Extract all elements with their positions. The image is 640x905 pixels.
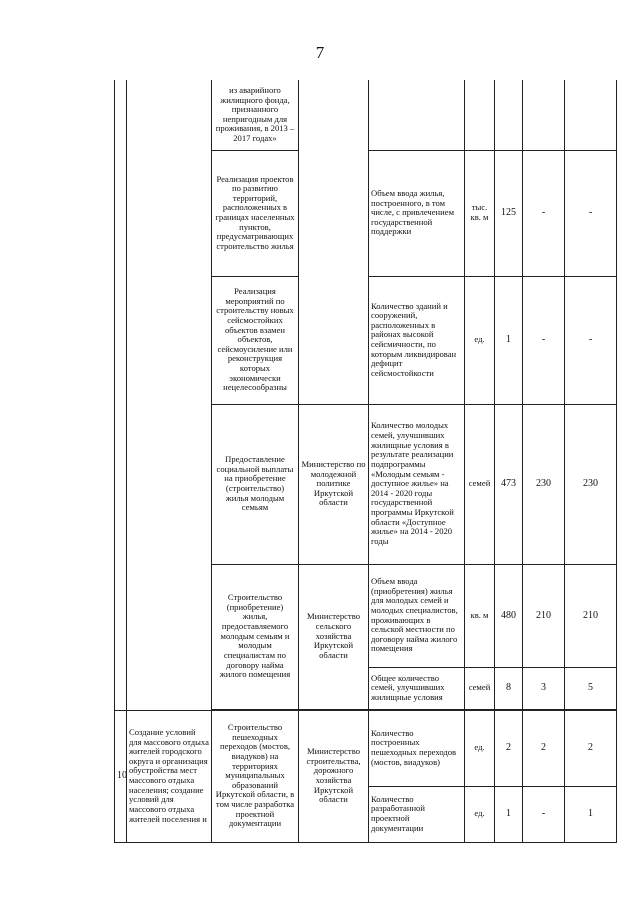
unit-cell: ед.	[465, 276, 495, 404]
measure-cell: Реализация мероприятий по строительству новых сейсмостойких объектов взамен объектов, сейсмоусиление или реконструкция которых экономически нецелесообразны	[212, 276, 299, 404]
indicator-cell: Количество молодых семей, улучшивших жилищные условия в результате реализации подпрограммы «Молодым семьям - доступное жилье» на 2014 - 2020 годы государственной программы Иркутской области «Доступное жилье» на 2014 - 2020 годы	[369, 404, 465, 564]
executor-cell: Министерство сельского хозяйства Иркутской области	[299, 564, 369, 709]
value-cell: 2	[495, 710, 523, 786]
measure-cell: Строительство пешеходных переходов (мостов, виадуков) на территориях муниципальных образований Иркутской области, в том числе разработка проектной документации	[212, 710, 299, 842]
value-cell: 125	[495, 150, 523, 276]
value-cell: 1	[565, 786, 617, 842]
unit-cell: ед.	[465, 710, 495, 786]
table-row	[115, 80, 617, 150]
indicator-cell: Общее количество семей, улучшивших жилищные условия	[369, 667, 465, 709]
value-cell: -	[523, 276, 565, 404]
indicator-cell: Количество разработанной проектной документации	[369, 786, 465, 842]
executor-cell: Министерство по молодежной политике Иркутской области	[299, 404, 369, 564]
unit-cell: тыс. кв. м	[465, 150, 495, 276]
value-cell: 210	[523, 564, 565, 667]
unit-cell: кв. м	[465, 564, 495, 667]
value-cell: 230	[523, 404, 565, 564]
value-cell: 2	[565, 710, 617, 786]
value-cell: 1	[495, 276, 523, 404]
measure-cell: Предоставление социальной выплаты на приобретение (строительство) жилья молодым семьям	[212, 404, 299, 564]
indicator-cell: Объем ввода жилья, построенного, в том числе, с привлечением государственной поддержки	[369, 150, 465, 276]
unit-cell: семей	[465, 404, 495, 564]
value-cell: 230	[565, 404, 617, 564]
indicators-table	[114, 80, 617, 843]
value-cell: -	[523, 150, 565, 276]
row-number-cell	[115, 80, 127, 710]
row-number-cell: 10	[115, 710, 127, 842]
page-number: 7	[315, 43, 325, 62]
executor-cell	[299, 80, 369, 404]
value-cell: 2	[523, 710, 565, 786]
value-cell: 5	[565, 667, 617, 709]
indicator-cell: Количество зданий и сооружений, расположенных в районах высокой сейсмичности, по которым ликвидирован дефицит сейсмостойкости	[369, 276, 465, 404]
executor-cell: Министерство строительства, дорожного хозяйства Иркутской области	[299, 710, 369, 842]
value-cell: 1	[495, 786, 523, 842]
value-cell	[523, 80, 565, 150]
goal-cell: Создание условий для массового отдыха жителей городского округа и организация обустройства мест массового отдыха населения; создание условий для массового отдыха жителей поселения и	[127, 710, 212, 842]
indicator-cell: Количество построенных пешеходных переходов (мостов, виадуков)	[369, 710, 465, 786]
unit-cell	[465, 80, 495, 150]
value-cell	[565, 80, 617, 150]
unit-cell: семей	[465, 667, 495, 709]
measure-cell: Строительство (приобретение) жилья, предоставляемого молодым семьям и молодым специалистам по договору найма жилого помещения	[212, 564, 299, 709]
value-cell: 480	[495, 564, 523, 667]
measure-cell: из аварийного жилищного фонда, признанного непригодным для проживания, в 2013 – 2017 годах»	[212, 80, 299, 150]
value-cell: -	[565, 150, 617, 276]
value-cell: -	[565, 276, 617, 404]
indicator-cell: Объем ввода (приобретения) жилья для молодых семей и молодых специалистов, проживающих в сельской местности по договору найма жилого помещения	[369, 564, 465, 667]
value-cell: 473	[495, 404, 523, 564]
value-cell	[495, 80, 523, 150]
goal-cell	[127, 80, 212, 710]
value-cell: 210	[565, 564, 617, 667]
unit-cell: ед.	[465, 786, 495, 842]
value-cell: 3	[523, 667, 565, 709]
value-cell: 8	[495, 667, 523, 709]
indicator-cell	[369, 80, 465, 150]
value-cell: -	[523, 786, 565, 842]
measure-cell: Реализация проектов по развитию территорий, расположенных в границах населенных пунктов, предусматривающих строительство жилья	[212, 150, 299, 276]
table-row	[115, 710, 617, 786]
